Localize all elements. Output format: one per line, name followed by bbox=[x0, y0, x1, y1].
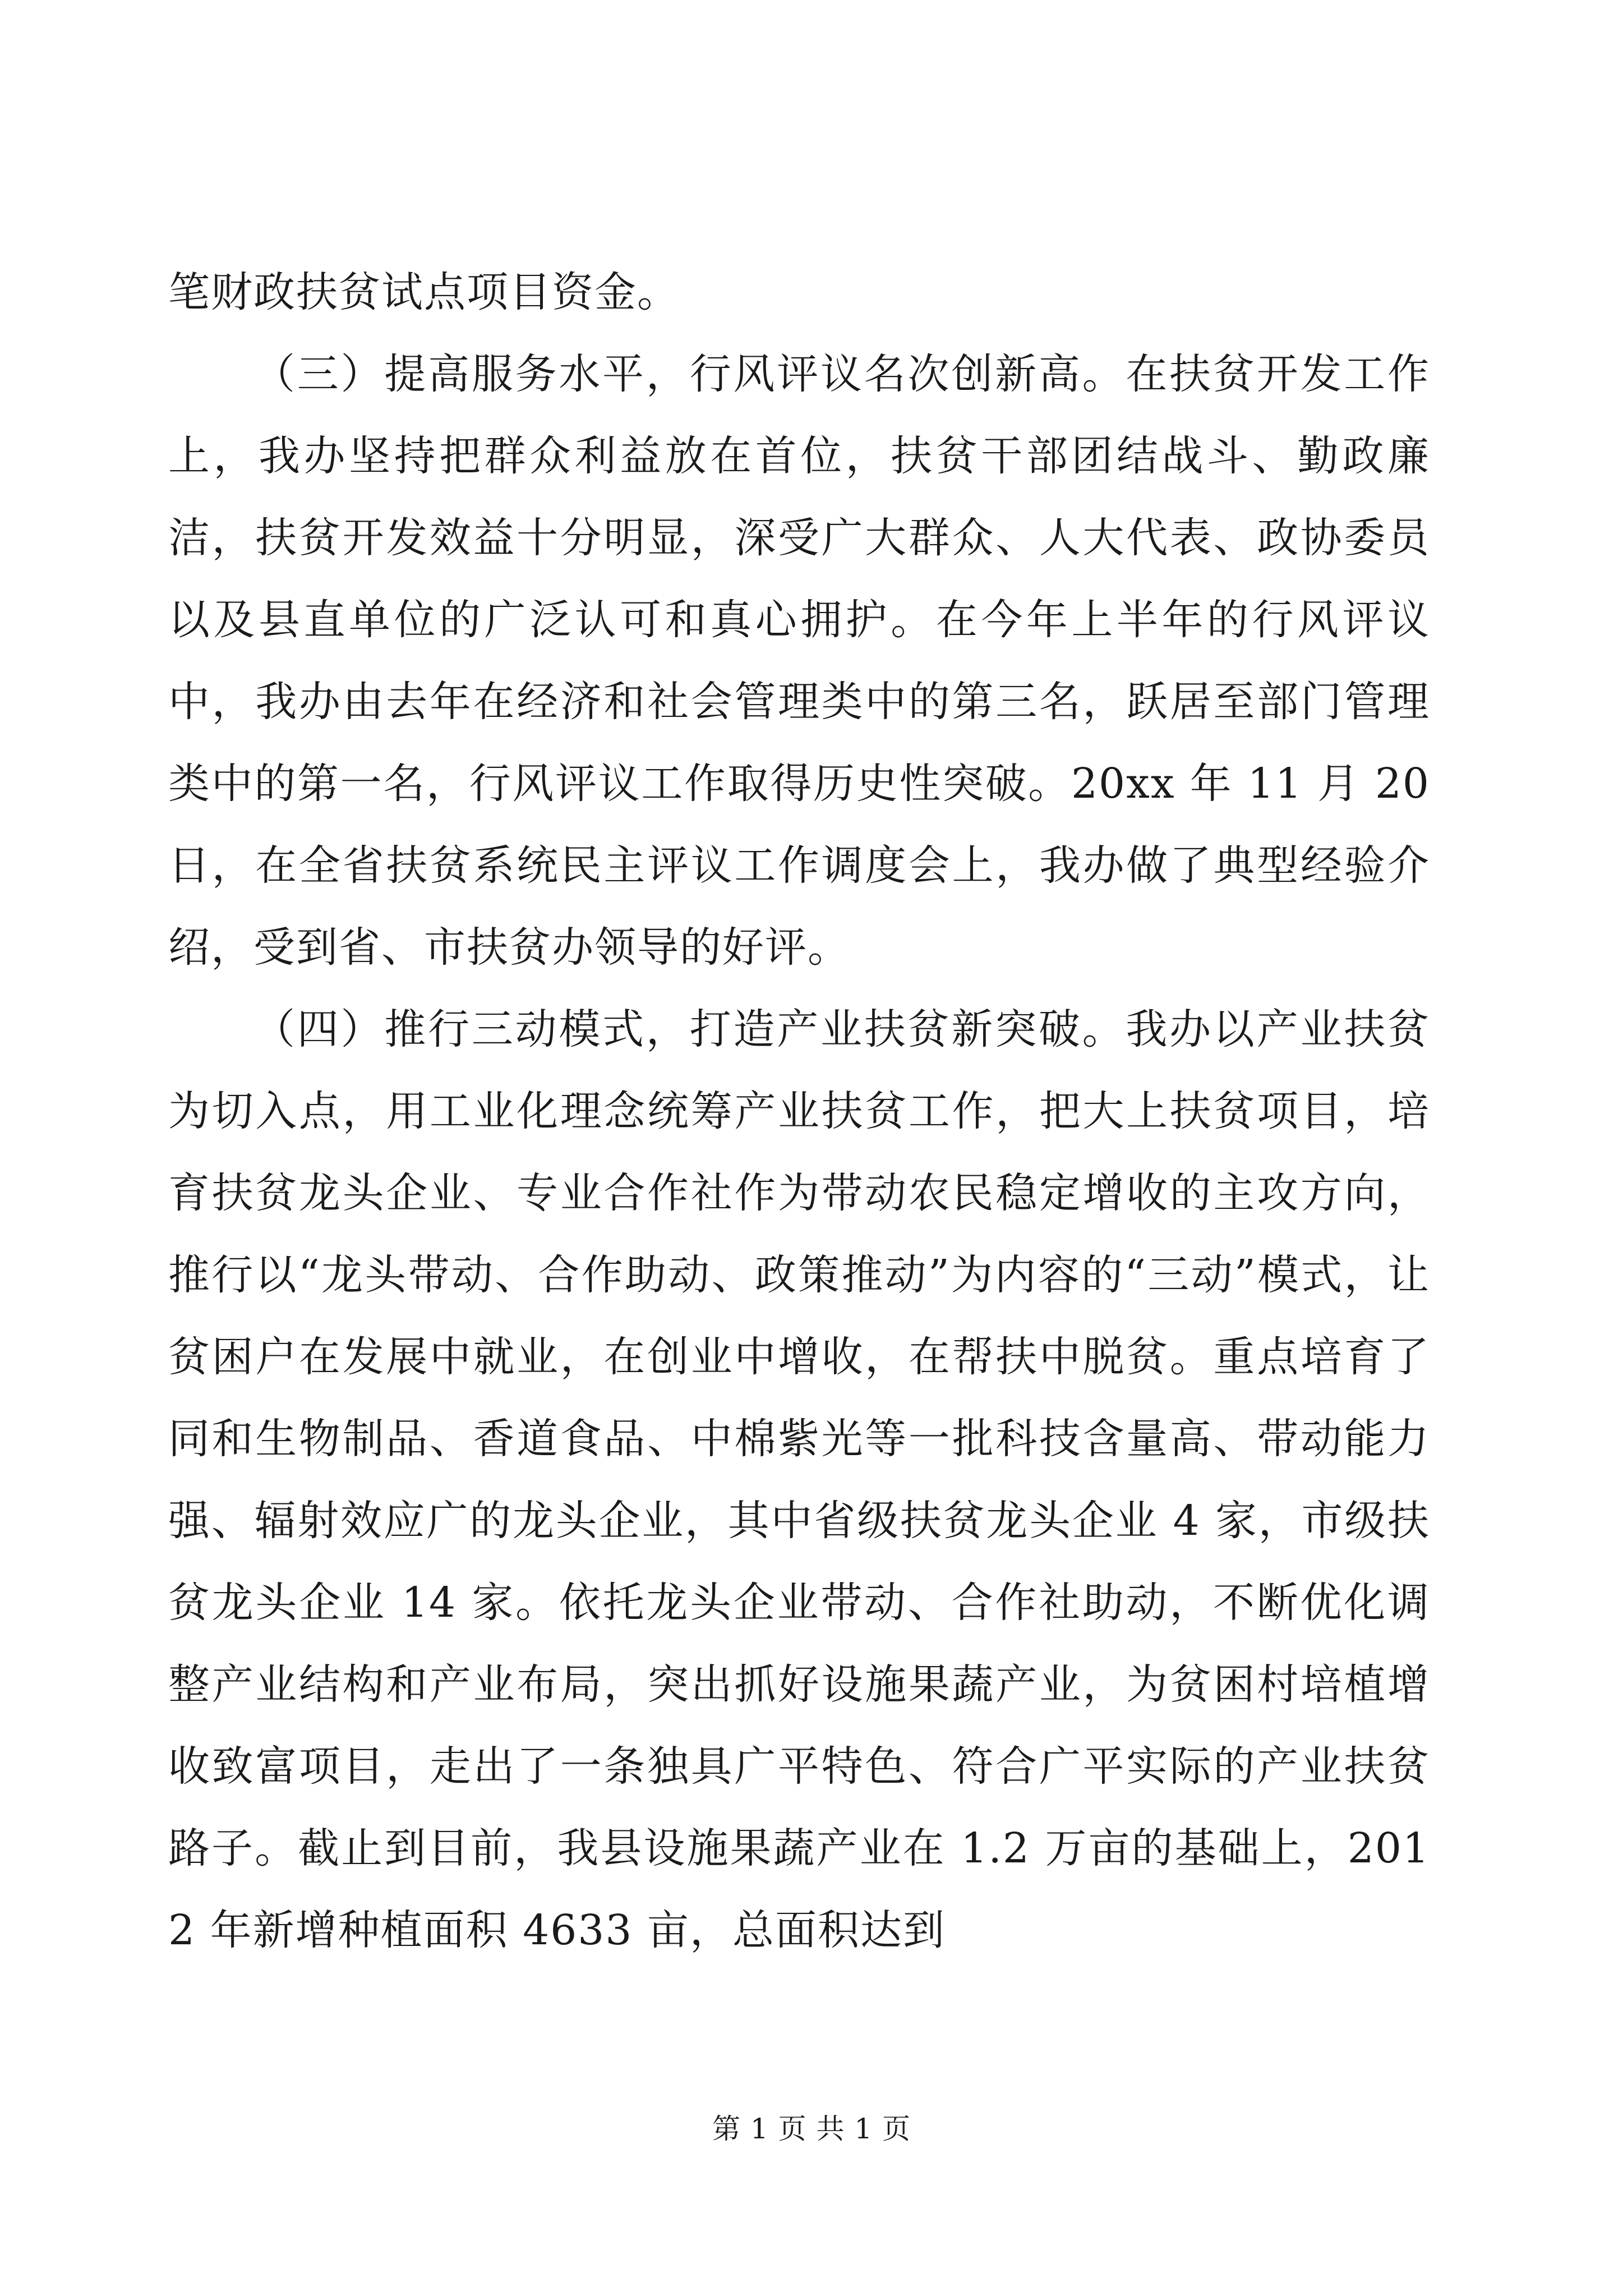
paragraph-section-four: （四）推行三动模式，打造产业扶贫新突破。我办以产业扶贫为切入点，用工业化理念统筹产业扶贫工作，把大上扶贫项目，培育扶贫龙头企业、专业合作社作为带动农民稳定增收的主攻方向，推行以“龙头带动、合作助动、政策推动”为内容的“三动”模式，让贫困户在发展中就业，在创业中增收，在帮扶中脱贫。重点培育了同和生物制品、香道食品、中棉紫光等一批科技含量高、带动能力强、辐射效应广的龙头企业，其中省级扶贫龙头企业 4 家，市级扶贫龙头企业 14 家。依托龙头企业带动、合作社助动，不断优化调整产业结构和产业布局，突出抓好设施果蔬产业，为贫困村培植增收致富项目，走出了一条独具广平特色、符合广平实际的产业扶贫路子。截止到目前，我县设施果蔬产业在 1.2 万亩的基础上，2012 年新增种植面积 4633 亩，总面积达到 bbox=[168, 1005, 1430, 1954]
paragraph-continuation: 笔财政扶贫试点项目资金。 bbox=[168, 268, 680, 316]
document-body bbox=[168, 251, 1430, 1971]
paragraph-section-three: （三）提高服务水平，行风评议名次创新高。在扶贫开发工作上，我办坚持把群众利益放在首位，扶贫干部团结战斗、勤政廉洁，扶贫开发效益十分明显，深受广大群众、人大代表、政协委员以及县直单位的广泛认可和真心拥护。在今年上半年的行风评议中，我办由去年在经济和社会管理类中的第三名，跃居至部门管理类中的第一名，行风评议工作取得历史性突破。20xx 年 11 月 20 日，在全省扶贫系统民主评议工作调度会上，我办做了典型经验介绍，受到省、市扶贫办领导的好评。 bbox=[168, 350, 1430, 972]
page-footer: 第 1 页 共 1 页 bbox=[712, 2113, 911, 2145]
